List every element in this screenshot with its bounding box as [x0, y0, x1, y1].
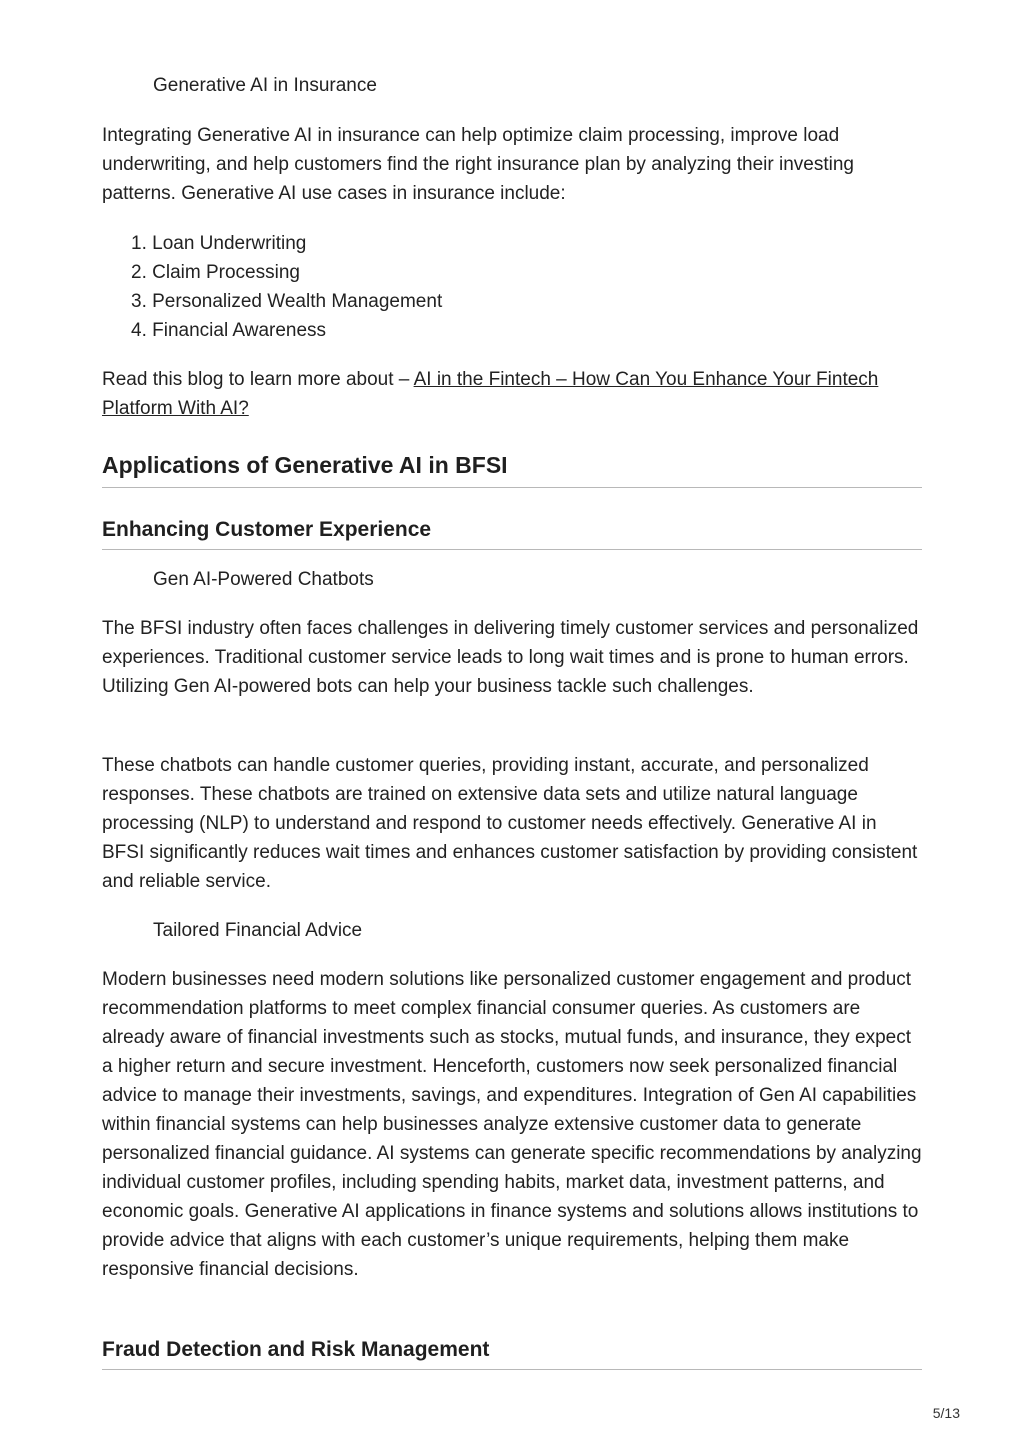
page-number: 5/13 [932, 1405, 960, 1421]
insurance-subheading: Generative AI in Insurance [153, 75, 377, 96]
customer-experience-heading: Enhancing Customer Experience [102, 518, 922, 550]
advice-paragraph: Modern businesses need modern solutions like personalized customer engagement and product recommendation platforms to meet complex financial consumer queries. As customers are already aware of financial investments such as stocks, mutual funds, and insurance, they expect a higher return and secure investment. Henceforth, customers now seek personalized financial advice to manage their investments, savings, and expenditures. Integration of Gen AI capabilities within financial systems can help businesses analyze extensive customer data to generate personalized financial guidance. AI systems can generate specific recommendations by analyzing individual customer profiles, including spending habits, market data, investment patterns, and economic goals. Generative AI applications in finance systems and solutions allows institutions to provide advice that aligns with each customer’s unique requirements, helping them make responsive financial decisions. [102, 969, 922, 1280]
fraud-heading: Fraud Detection and Risk Management [102, 1338, 922, 1370]
chatbots-subheading: Gen AI-Powered Chatbots [153, 569, 374, 590]
use-cases-list [102, 229, 922, 345]
advice-subheading: Tailored Financial Advice [153, 920, 363, 941]
chatbots-paragraph-2: These chatbots can handle customer queries, providing instant, accurate, and personalized responses. These chatbots are trained on extensive data sets and utilize natural language processing (NLP) to understand and respond to customer needs effectively. Generative AI in BFSI significantly reduces wait times and enhances customer satisfaction by providing consistent and reliable service. [102, 755, 918, 892]
applications-heading: Applications of Generative AI in BFSI [102, 452, 922, 488]
insurance-paragraph: Integrating Generative AI in insurance can help optimize claim processing, improve load underwriting, and help customers find the right insurance plan by analyzing their investing patterns. Generative AI use cases in insurance include: [102, 125, 854, 204]
read-more-paragraph [102, 365, 922, 423]
read-more-prefix: Read this blog to learn more about – [102, 369, 414, 390]
list-item: 2. Claim Processing [131, 262, 300, 283]
fintech-article-link[interactable]: AI in the Fintech – How Can You Enhance Your Fintech Platform With AI? [102, 369, 879, 419]
list-item: 1. Loan Underwriting [131, 233, 307, 254]
chatbots-paragraph-1: The BFSI industry often faces challenges in delivering timely customer services and personalized experiences. Traditional customer service leads to long wait times and is prone to human errors. Utilizing Gen AI-powered bots can help your business tackle such challenges. [102, 618, 919, 697]
list-item: 3. Personalized Wealth Management [131, 291, 443, 312]
list-item: 4. Financial Awareness [131, 320, 327, 341]
